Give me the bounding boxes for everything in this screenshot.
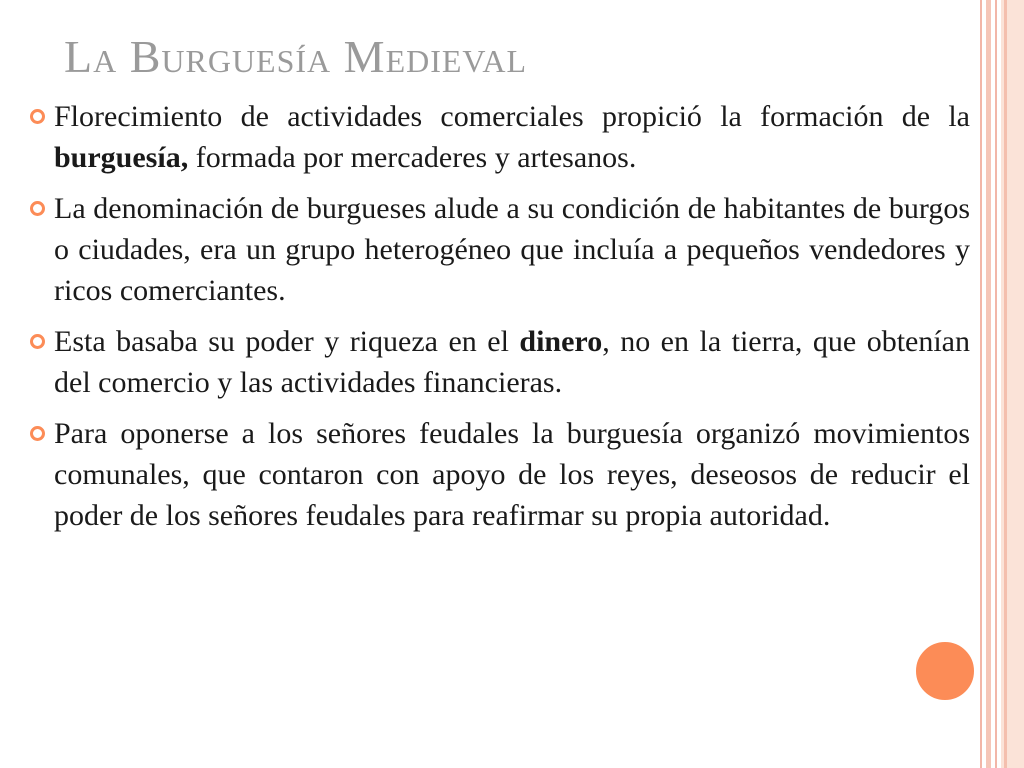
bullet-item [30, 321, 970, 403]
bullet-circle-icon [30, 109, 45, 124]
decorative-stripes [980, 0, 1024, 768]
bullet-bold-text: burguesía, [54, 141, 189, 174]
bullet-text: La denominación de burgueses alude a su condición de habitantes de burgos o ciudades, era un grupo heterogéneo que incluía a pequeños vendedores y ricos comerciantes. [54, 192, 970, 307]
bullet-item [30, 413, 970, 536]
decorative-circle-icon [914, 640, 976, 702]
stripe-line [986, 0, 991, 768]
bullet-circle-icon [30, 426, 45, 441]
bullet-text: , no en la tierra, que obtenían del comercio y las actividades financieras. [54, 325, 970, 399]
bullet-item [30, 188, 970, 311]
stripe-line [995, 0, 997, 768]
slide-title: La Burguesía Medieval [64, 31, 528, 82]
bullet-circle-icon [30, 334, 45, 349]
bullet-list [30, 96, 970, 546]
bullet-text: formada por mercaderes y artesanos. [188, 141, 637, 174]
bullet-item [30, 96, 970, 178]
bullet-text: Esta basaba su poder y riqueza en el [54, 325, 520, 358]
stripe-line [1004, 0, 1007, 768]
bullet-text: Para oponerse a los señores feudales la burguesía organizó movimientos comunales, que contaron con apoyo de los reyes, deseosos de reducir el poder de los señores feudales para reafirmar su propia autoridad. [54, 417, 970, 532]
bullet-circle-icon [30, 201, 45, 216]
bullet-bold-text: dinero [519, 325, 603, 358]
bullet-text: Florecimiento de actividades comerciales propició la formación de la [54, 100, 970, 133]
stripe-line [980, 0, 982, 768]
